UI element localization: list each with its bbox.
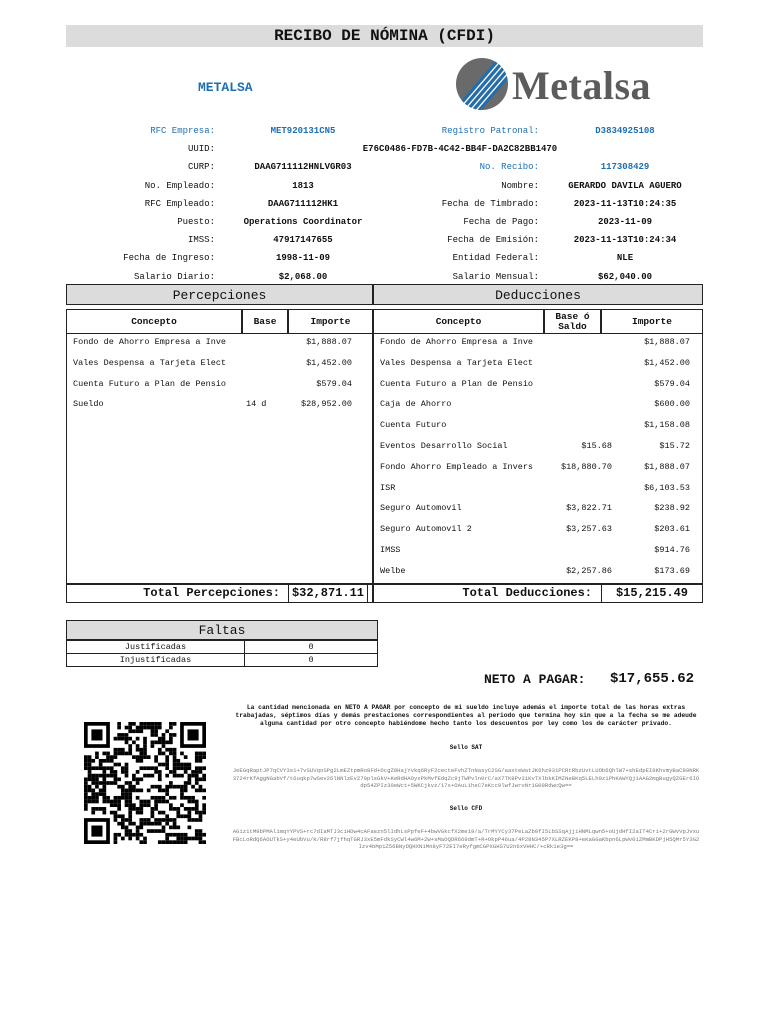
ded-importe: $203.61 [654,524,690,535]
percepciones-body [66,333,373,584]
ded-importe: $173.69 [654,565,690,576]
ded-importe: $1,452.00 [644,357,690,368]
info-left-value: $2,068.00 [278,271,328,282]
info-right-value: $62,040.00 [597,271,652,282]
sello-cfd-text: AGiz1tM9bPMAlimqYYPVS+rc7dIaMTJ3ciHDw4cAFaezn5lIdhLsPpfeF+4bwVGkcfX2me19/a/TrMYYCy37PeLaZb9fI5LbSSqAjjiHNMLqwn5+oUjdHfI2aIT4Cri+2rGWvVpJvxuFBcLoRdQ6AOUTkS+y4eUbVu/K/R8rf7jfhqTGRJ3xE5mFdkSyCWl4w6M+2W+sMaOQDR669dmT+R+OkpP46ua/4P28N345P7XLRZEKP8+eKaGGaKbpn6LpWv0iZMmBKDPjH5QMr5Y3G2Izv4bMp1Z56BNyDQHXN1Mn8yF72EI7eRyfgmCGPXGHS7U2n6xVHHC/+cRk1e3g== [232,828,700,850]
ded-col-base-line1: Base ó [555,310,590,322]
ded-concepto: Caja de Ahorro [380,399,452,410]
faltas-valor: 0 [245,654,378,667]
info-right-value: 2023-11-09 [597,217,652,227]
sello-sat-text: JeEGqRaptJP7qCVY3s1+7vSUVqoSPg2LmEZtpmRo8Fd+OcgZ8HajYvkq6RyF2cecteFvhZTnNasyC2SG/aaxteWatJK6hz931PCRtRbzUvtLUOb6QhlW7+shEdpEI0KhvmyBaC89NRK3724rKfAggNGabVf/t6uqkp7wSev26lNNlzEv270plsGkV+KeRdHAOyxPkMvfEdqZc9jTWPvln0rC/aX7TK9Pv31KvTXlbkKIMZNeBKq5LELh0z1PhKAWYQj1AAG2mgBugyQZGEr6IOdp54ZPIz30eWct+5WKCjkvz/17x+OAuLiheC7eKcc9lwfJwrvNr1G09RdwcQw== [232,767,700,789]
perc-base: 14 d [246,399,267,410]
ded-importe: $6,103.53 [644,482,690,493]
faltas-title: Faltas [66,620,378,640]
uuid-value: E76C0486-FD7B-4C42-BB4F-DA2C82BB1470 [362,144,558,155]
info-right-value: 117308429 [600,162,650,173]
sello-cfd-title: Sello CFD [449,805,483,812]
info-left-value: 1998-11-09 [275,253,330,264]
faltas-row [67,641,378,654]
perc-concepto: Vales Despensa a Tarjeta Elect [73,357,227,368]
perc-importe: $579.04 [316,378,352,389]
perc-importe: $1,452.00 [306,357,352,368]
ded-importe: $15.72 [659,441,690,451]
neto-label: NETO A PAGAR: [484,672,586,687]
sello-sat-title: Sello SAT [449,744,483,751]
ded-base: $3,822.71 [566,503,612,514]
info-left-value: DAAG711112HNLVGR03 [254,162,352,173]
info-left-value: DAAG711112HK1 [267,198,339,209]
ded-col-concepto: Concepto [373,309,544,334]
perc-concepto: Sueldo [73,399,104,410]
legal-text: La cantidad mencionada en NETO A PAGAR por concepto de mi sueldo incluye además el importe total de las horas extras trabajadas, séptimos días y demás prestaciones correspondientes al periodo que termina hoy sin que a la fecha se me adeude alguna cantidad por otro concepto habiéndome hecho tanto los descuentos por ley como los de carácter privado. [235,704,697,727]
info-left-label: UUID: [187,144,215,155]
info-right-label: Entidad Federal: [452,253,539,264]
info-left-value: 1813 [292,180,314,191]
ded-concepto: Eventos Desarrollo Social [380,441,508,451]
info-left-label: Salario Diario: [133,271,215,282]
info-right-label: Fecha de Pago: [463,217,539,227]
ded-base: $2,257.86 [566,565,612,576]
ded-concepto: Seguro Automovil [380,503,462,514]
perc-importe: $28,952.00 [300,399,352,410]
info-right-label: Nombre: [501,180,539,191]
percepciones-title: Percepciones [66,284,373,305]
info-right-label: No. Recibo: [479,162,539,173]
ded-total-label: Total Deducciones: [462,586,592,600]
info-right-value: 2023-11-13T10:24:34 [573,235,677,246]
info-right-label: Fecha de Emisión: [447,235,539,246]
info-right-label: Salario Mensual: [452,271,539,282]
neto-value: $17,655.62 [610,671,695,687]
ded-total-value: $15,215.49 [601,584,703,603]
ded-base: $18,880.70 [560,461,612,472]
logo-text: Metalsa [512,63,652,108]
info-left-label: No. Empleado: [144,180,215,191]
ded-concepto: Cuenta Futuro [380,420,447,431]
ded-importe: $600.00 [654,399,690,410]
info-left-value: 47917147655 [273,235,333,246]
perc-col-base: Base [242,309,288,334]
info-right-value: GERARDO DAVILA AGUERO [568,180,682,191]
info-right-value: NLE [616,253,634,264]
info-right-value: D3834925108 [595,126,655,136]
info-left-label: RFC Empresa: [150,126,215,136]
perc-concepto: Cuenta Futuro a Plan de Pensio [73,378,227,389]
info-left-label: Fecha de Ingreso: [123,253,215,264]
info-left-label: Puesto: [177,217,215,227]
faltas-tipo: Justificadas [67,641,245,654]
ded-concepto: Vales Despensa a Tarjeta Elect [380,357,534,368]
info-right-value: 2023-11-13T10:24:35 [573,198,677,209]
ded-concepto: Fondo de Ahorro Empresa a Inve [380,337,534,347]
ded-importe: $914.76 [654,545,690,555]
deducciones-title: Deducciones [373,284,703,305]
faltas-tipo: Injustificadas [67,654,245,667]
ded-concepto: Cuenta Futuro a Plan de Pensio [380,378,534,389]
ded-importe: $1,888.07 [644,337,690,347]
ded-importe: $1,158.08 [644,420,690,431]
perc-col-concepto: Concepto [66,309,242,334]
company-name: METALSA [198,80,253,95]
faltas-valor: 0 [245,641,378,654]
ded-base: $15.68 [581,441,612,451]
faltas-table [66,640,378,667]
ded-col-importe: Importe [601,309,703,334]
ded-importe: $1,888.07 [644,461,690,472]
ded-base: $3,257.63 [566,524,612,535]
ded-importe: $238.92 [654,503,690,514]
ded-concepto: Welbe [380,565,406,576]
ded-col-base-line2: Saldo [558,320,587,332]
perc-total-label: Total Percepciones: [143,586,280,600]
info-left-label: CURP: [187,162,215,173]
ded-col-base [544,309,601,334]
document-title: RECIBO DE NÓMINA (CFDI) [66,25,703,47]
perc-importe: $1,888.07 [306,337,352,347]
ded-concepto: ISR [380,482,396,493]
info-right-label: Registro Patronal: [441,126,539,136]
perc-total-value: $32,871.11 [288,584,368,603]
perc-col-importe: Importe [288,309,373,334]
perc-concepto: Fondo de Ahorro Empresa a Inve [73,337,227,347]
ded-concepto: Fondo Ahorro Empleado a Invers [380,461,534,472]
qr-code [84,722,206,844]
info-left-label: RFC Empleado: [144,198,215,209]
info-left-label: IMSS: [187,235,215,246]
ded-concepto: IMSS [380,545,401,555]
ded-importe: $579.04 [654,378,690,389]
ded-concepto: Seguro Automovil 2 [380,524,472,535]
faltas-row [67,654,378,667]
info-left-value: MET920131CN5 [270,126,336,136]
info-right-label: Fecha de Timbrado: [441,198,539,209]
info-left-value: Operations Coordinator [243,217,363,227]
